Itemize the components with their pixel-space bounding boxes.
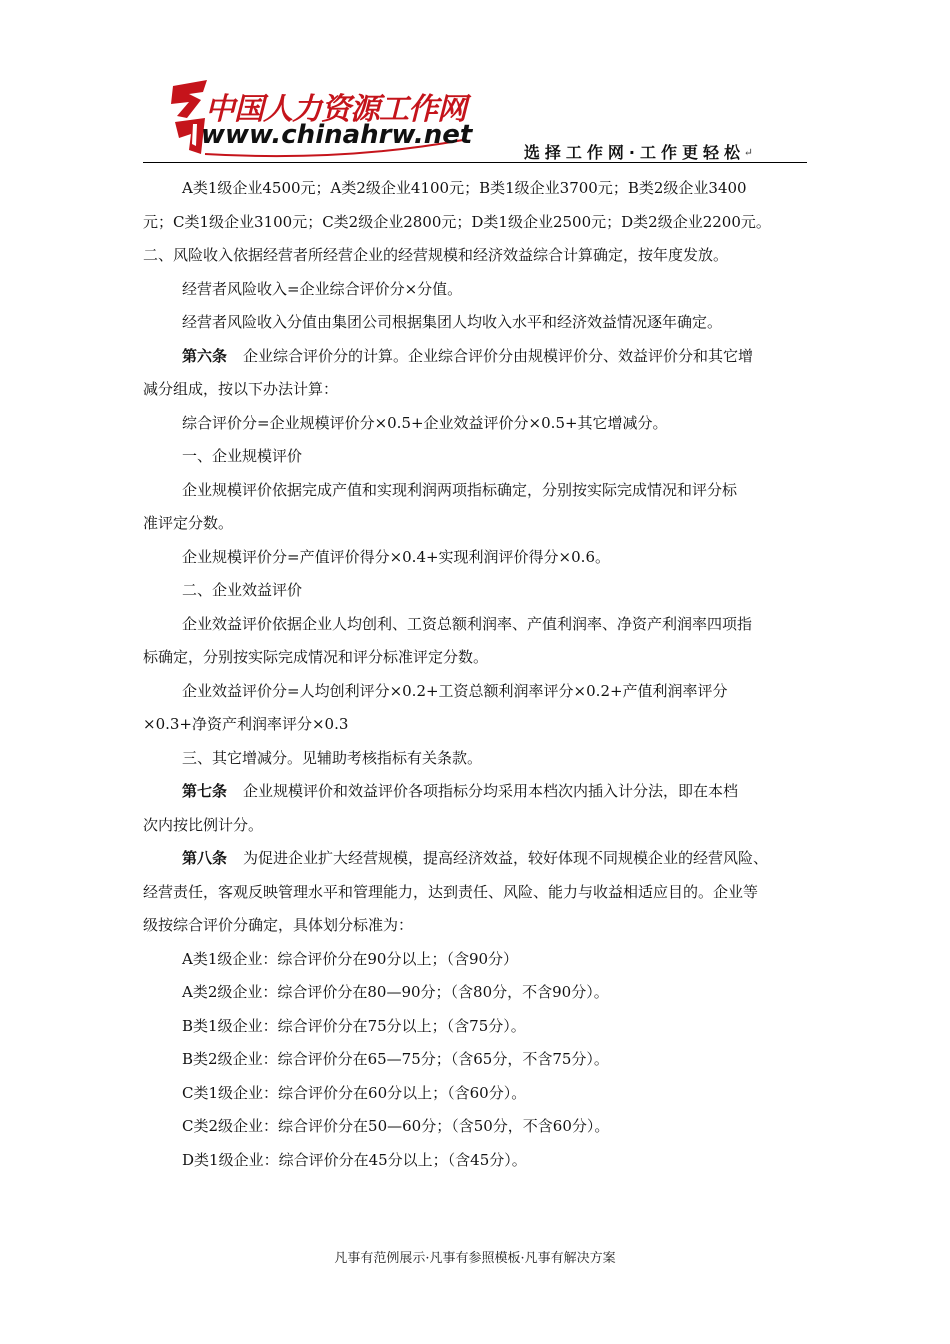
article-8 [143, 842, 811, 876]
paragraph: 减分组成，按以下办法计算： [143, 380, 339, 398]
article-text: 企业规模评价和效益评价各项指标分均采用本档次内插入计分法，即在本档 [243, 782, 739, 800]
logo-url-text: www.chinahrw.net [201, 120, 473, 150]
grade-item: A类1级企业：综合评价分在90分以上；（含90分） [182, 949, 519, 968]
paragraph: 级按综合评价分确定，具体划分标准为： [143, 916, 414, 934]
document-body [143, 172, 811, 1177]
paragraph: 经营责任，客观反映管理水平和管理能力，达到责任、风险、能力与收益相适应目的。企业等 [143, 882, 759, 901]
paragraph: 标确定，分别按实际完成情况和评分标准评定分数。 [143, 648, 489, 666]
grade-item: D类1级企业：综合评价分在45分以上；（含45分）。 [182, 1150, 527, 1169]
grade-item: B类1级企业：综合评价分在75分以上；（含75分）。 [182, 1016, 526, 1035]
header-divider [143, 162, 807, 163]
formula: 综合评价分=企业规模评价分×0.5+企业效益评价分×0.5+其它增减分。 [182, 413, 668, 432]
grade-item: C类1级企业：综合评价分在60分以上；（含60分）。 [182, 1083, 527, 1102]
article-label: 第七条 [182, 782, 228, 800]
article-label: 第六条 [182, 346, 228, 365]
formula: ×0.3+净资产利润率评分×0.3 [143, 715, 349, 733]
logo-chinese-text: 中国人力资源工作网 [205, 92, 466, 127]
article-6 [143, 340, 811, 374]
header-slogan: 选择工作网·工作更轻松 [523, 143, 745, 162]
paragraph: 企业规模评价依据完成产值和实现利润两项指标确定，分别按实际完成情况和评分标 [182, 480, 738, 499]
formula: 企业规模评价分=产值评价得分×0.4+实现利润评价得分×0.6。 [182, 547, 610, 566]
section-heading: 二、企业效益评价 [182, 581, 303, 599]
paragraph: 经营者风险收入=企业综合评价分×分值。 [182, 279, 463, 298]
paragraph-mark-icon: ↵ [743, 146, 753, 159]
page-header [143, 78, 807, 164]
paragraph: A类1级企业4500元；A类2级企业4100元；B类1级企业3700元；B类2级企业3400 [182, 179, 747, 197]
paragraph: 二、风险收入依据经营者所经营企业的经营规模和经济效益综合计算确定，按年度发放。 [143, 246, 729, 264]
page-footer: 凡事有范例展示·凡事有参照模板·凡事有解决方案 [334, 1251, 616, 1266]
grade-item: B类2级企业：综合评价分在65—75分；（含65分，不含75分）。 [182, 1050, 609, 1068]
paragraph: 次内按比例计分。 [143, 815, 264, 834]
formula: 企业效益评价分=人均创利评分×0.2+工资总额利润率评分×0.2+产值利润率评分 [182, 681, 728, 700]
grade-item: A类2级企业：综合评价分在80—90分；（含80分，不含90分）。 [182, 983, 609, 1001]
section-heading: 三、其它增减分。见辅助考核指标有关条款。 [182, 748, 483, 767]
paragraph: 准评定分数。 [143, 514, 234, 532]
article-text: 为促进企业扩大经营规模，提高经济效益，较好体现不同规模企业的经营风险、 [243, 849, 769, 867]
paragraph: 企业效益评价依据企业人均创利、工资总额利润率、产值利润率、净资产利润率四项指 [182, 614, 753, 633]
paragraph: 元；C类1级企业3100元；C类2级企业2800元；D类1级企业2500元；D类2级企业2200元。 [143, 212, 771, 231]
article-text: 企业综合评价分的计算。企业综合评价分由规模评价分、效益评价分和其它增 [243, 346, 754, 365]
paragraph: 经营者风险收入分值由集团公司根据集团人均收入水平和经济效益情况逐年确定。 [182, 313, 723, 331]
article-7 [143, 775, 811, 809]
section-heading: 一、企业规模评价 [182, 447, 303, 465]
article-label: 第八条 [182, 849, 228, 867]
grade-item: C类2级企业：综合评价分在50—60分；（含50分，不含60分）。 [182, 1117, 610, 1135]
